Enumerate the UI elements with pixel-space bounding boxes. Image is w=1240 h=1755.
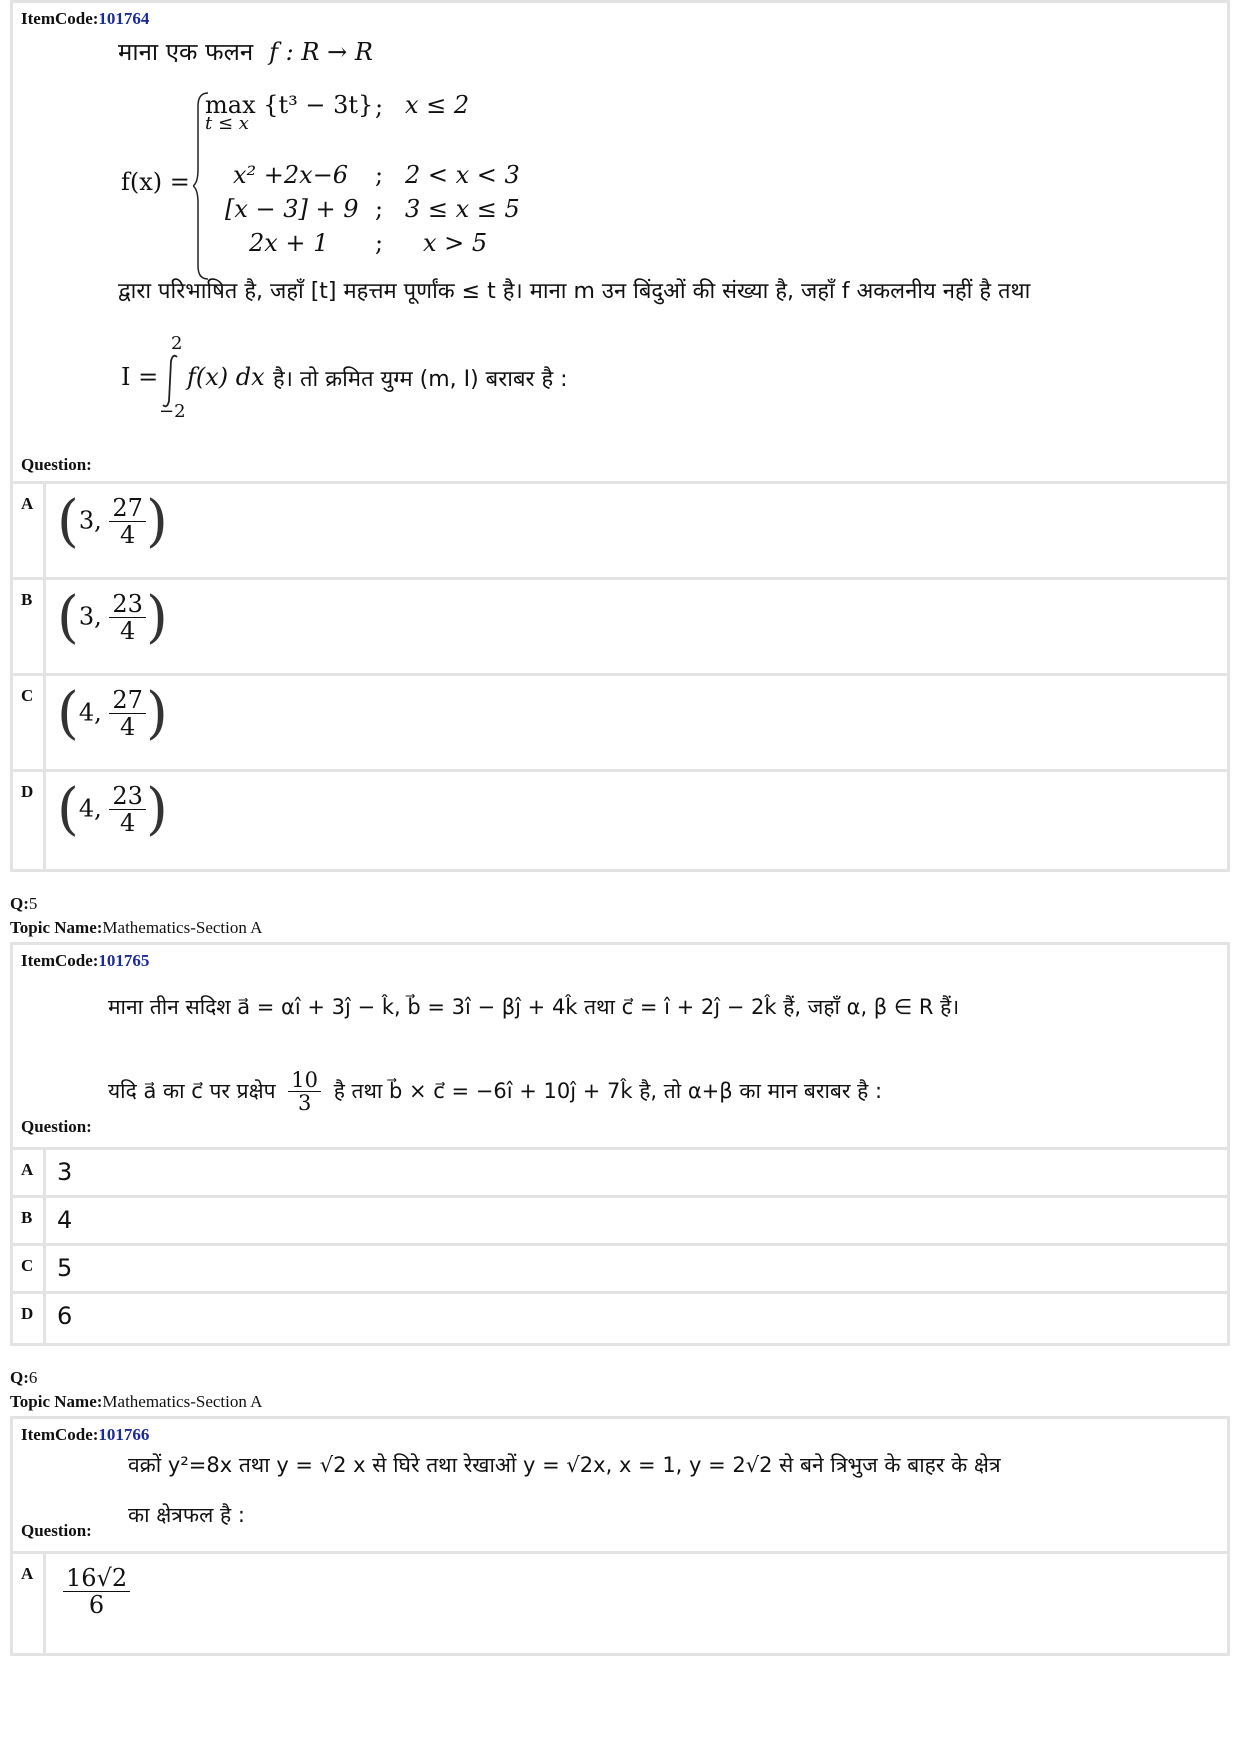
right-paren: ) (145, 777, 168, 842)
stem-part-a: यदि a⃗ का c⃗ पर प्रक्षेप (108, 1079, 276, 1104)
fraction-den: 4 (120, 808, 136, 837)
fraction-num: 16√2 (63, 1566, 130, 1592)
fraction-num: 27 (109, 688, 146, 714)
question-stem-line2 (108, 1069, 882, 1115)
right-paren: ) (145, 585, 168, 650)
question-label: Question: (21, 455, 92, 474)
question-stem-line1 (118, 35, 373, 68)
option-letter: C (21, 686, 34, 705)
option-c[interactable] (13, 673, 1227, 772)
option-value: 5 (57, 1254, 73, 1282)
option-letter: B (21, 1208, 33, 1227)
option-letter: A (21, 1564, 34, 1583)
q-number: 6 (28, 1368, 38, 1387)
topic-name: Mathematics-Section A (102, 918, 263, 937)
case-4-sep: ; (375, 229, 384, 257)
question-5-topic (10, 918, 262, 938)
option-answer (57, 681, 168, 746)
question-label: Question: (21, 1521, 92, 1540)
fraction-num: 10 (288, 1069, 321, 1092)
option-divider (43, 676, 46, 772)
left-paren: ( (57, 585, 79, 650)
fraction-num: 27 (109, 496, 146, 522)
stem-part-b: है तथा b⃗ × c⃗ = −6î + 10ĵ + 7k̂ है, तो α+β का मान बराबर है : (333, 1079, 883, 1104)
fraction-num: 23 (109, 784, 146, 810)
option-letter: B (21, 590, 33, 609)
question-6-topic (10, 1392, 262, 1412)
case-3-sep: ; (375, 195, 384, 223)
question-stem-line1: माना तीन सदिश a⃗ = αî + 3ĵ − k̂, b⃗ = 3î − βĵ + 4k̂ तथा c⃗ = î + 2ĵ − 2k̂ हैं, जहाँ α, β ∈ R हैं। (108, 995, 960, 1019)
case-1-expr-sub: t ≤ x (205, 113, 249, 134)
right-paren: ) (145, 681, 168, 746)
item-code: 101765 (98, 951, 150, 970)
left-paren: ( (57, 681, 79, 746)
q-number: 5 (28, 894, 38, 913)
question-6-number (10, 1368, 37, 1388)
integral-body: f(x) dx (187, 363, 265, 391)
item-code-label: ItemCode: (21, 9, 99, 28)
item-code-line (21, 9, 149, 29)
option-divider (43, 1554, 46, 1656)
fraction-den: 4 (120, 520, 136, 549)
fraction (109, 589, 146, 645)
option-letter: D (21, 1304, 34, 1323)
option-divider (43, 484, 46, 580)
item-code-label: ItemCode: (21, 951, 99, 970)
fraction (109, 781, 146, 837)
option-b[interactable] (13, 577, 1227, 676)
fraction-den: 4 (120, 712, 136, 741)
topic-label: Topic Name: (10, 918, 103, 937)
item-code-line (21, 951, 149, 971)
case-2-sep: ; (375, 161, 384, 189)
question-stem-line3: है। तो क्रमित युग्म (m, I) बराबर है : (273, 367, 568, 392)
option-fraction (63, 1566, 130, 1619)
option-a[interactable] (13, 1551, 1227, 1656)
option-a[interactable] (13, 1147, 1227, 1198)
q-label: Q: (10, 894, 29, 913)
option-value: 6 (57, 1302, 73, 1330)
fraction-den: 3 (297, 1091, 312, 1116)
question-5-block (10, 942, 1230, 1346)
option-first: 3, (78, 602, 102, 631)
option-divider (43, 1198, 46, 1246)
fraction-num: 23 (109, 592, 146, 618)
option-divider (43, 1150, 46, 1198)
option-answer (57, 585, 168, 650)
case-1-expr (205, 91, 373, 134)
topic-name: Mathematics-Section A (102, 1392, 263, 1411)
option-first: 4, (78, 698, 102, 727)
q-label: Q: (10, 1368, 29, 1387)
option-answer (57, 489, 168, 554)
option-divider (43, 1246, 46, 1294)
case-3-cond: 3 ≤ x ≤ 5 (405, 195, 520, 223)
option-letter: A (21, 494, 34, 513)
option-value: 4 (57, 1206, 73, 1234)
fraction (109, 493, 146, 549)
question-4-block (10, 0, 1230, 872)
topic-label: Topic Name: (10, 1392, 103, 1411)
option-d[interactable] (13, 769, 1227, 872)
option-d[interactable] (13, 1291, 1227, 1346)
option-divider (43, 580, 46, 676)
left-paren: ( (57, 489, 79, 554)
item-code-line (21, 1425, 149, 1445)
stem-text: माना एक फलन (118, 38, 254, 66)
item-code: 101764 (98, 9, 150, 28)
case-4-expr: 2x + 1 (249, 229, 329, 257)
fraction-den: 6 (88, 1591, 105, 1620)
option-first: 4, (78, 794, 102, 823)
case-1-sep: ; (375, 93, 384, 121)
projection-fraction (288, 1069, 321, 1115)
option-b[interactable] (13, 1195, 1227, 1246)
fx-label: f(x) = (121, 168, 190, 196)
option-letter: C (21, 1256, 34, 1275)
option-divider (43, 772, 46, 872)
option-value: 3 (57, 1158, 73, 1186)
fraction (109, 685, 146, 741)
option-answer (57, 777, 168, 842)
option-a[interactable] (13, 481, 1227, 580)
question-stem-line2: द्वारा परिभाषित है, जहाँ [t] महत्तम पूर्णांक ≤ t है। माना m उन बिंदुओं की संख्या है, जहाँ f अकलनीय नहीं है तथा (118, 279, 1031, 304)
option-c[interactable] (13, 1243, 1227, 1294)
integral-lhs: I = (121, 363, 159, 391)
question-label: Question: (21, 1117, 92, 1136)
integral-upper-limit: 2 (171, 333, 183, 354)
case-2-expr: x² +2x−6 (233, 161, 349, 189)
option-divider (43, 1294, 46, 1346)
question-stem-line1: वक्रों y²=8x तथा y = √2 x से घिरे तथा रेखाओं y = √2x, x = 1, y = 2√2 से बने त्रिभुज के बाहर के क्षेत्र (128, 1453, 1001, 1477)
case-3-expr: [x − 3] + 9 (225, 195, 359, 223)
question-6-block (10, 1416, 1230, 1656)
integral-lower-limit: −2 (159, 401, 186, 422)
question-5-number (10, 894, 37, 914)
option-first: 3, (78, 506, 102, 535)
question-stem-line2: का क्षेत्रफल है : (128, 1503, 245, 1527)
item-code-label: ItemCode: (21, 1425, 99, 1444)
function-notation: f : R → R (269, 38, 373, 66)
left-paren: ( (57, 777, 79, 842)
item-code: 101766 (98, 1425, 150, 1444)
case-2-cond: 2 < x < 3 (405, 161, 520, 189)
option-letter: A (21, 1160, 34, 1179)
option-letter: D (21, 782, 34, 801)
case-1-cond: x ≤ 2 (405, 91, 470, 119)
case-4-cond: x > 5 (423, 229, 488, 257)
fraction-den: 4 (120, 616, 136, 645)
case-1-expr-main: max {t³ − 3t} (205, 91, 374, 119)
right-paren: ) (145, 489, 168, 554)
